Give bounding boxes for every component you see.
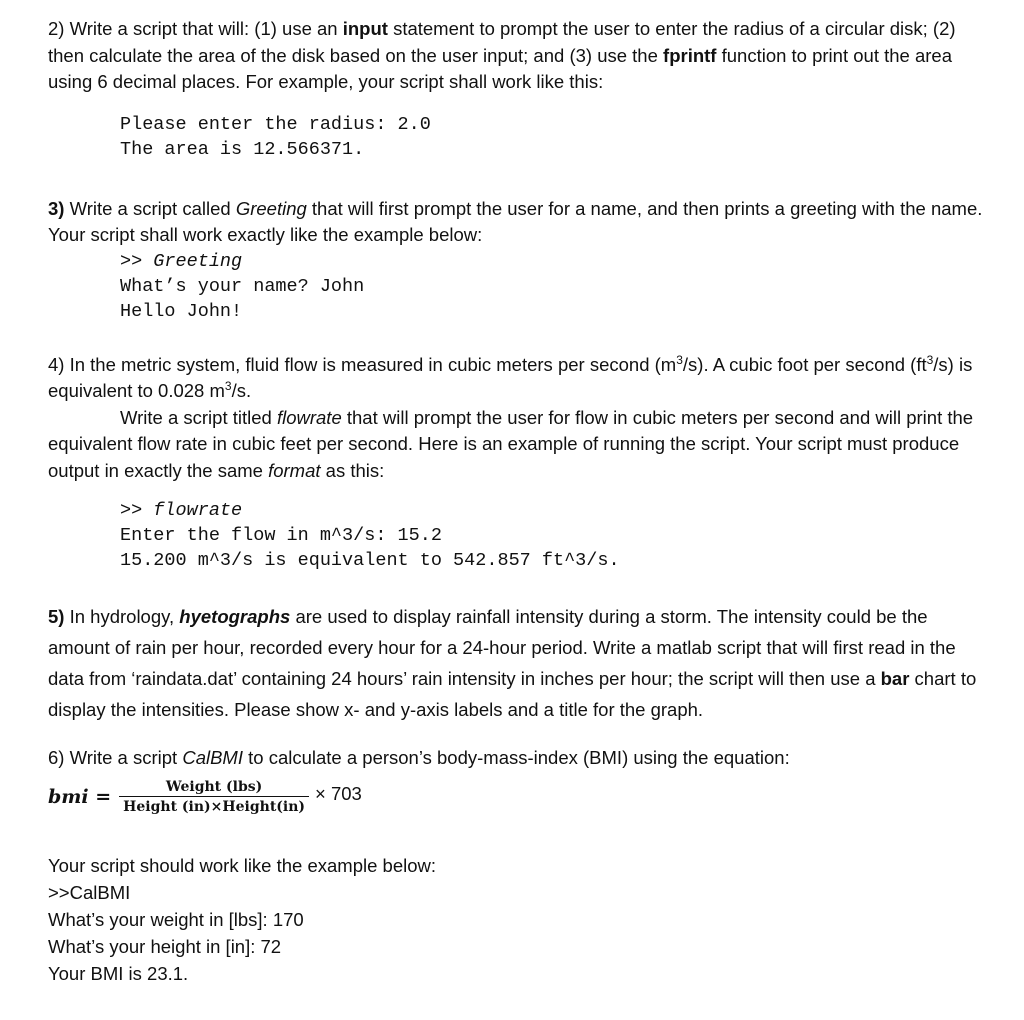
example-intro: Your script should work like the example below: xyxy=(48,854,437,876)
question-2-example-code xyxy=(48,112,988,162)
formula-multiplier: × 703 xyxy=(315,782,362,804)
keyword-input: input xyxy=(342,18,388,39)
formula-denominator: Height (in)×Height(in) xyxy=(123,798,306,815)
script-name-greeting: Greeting xyxy=(235,197,307,219)
script-name-flowrate: flowrate xyxy=(276,406,342,428)
question-3-example-code xyxy=(48,249,988,324)
example-line: Your BMI is 23.1. xyxy=(48,962,189,984)
question-5-text: 5) In hydrology, hyetographs are used to display rainfall intensity during a storm. The intensity could be the amount of rain per hour, recorded every hour for a 24-hour period. Write a matlab script that will first read in the data from ‘raindata.dat’ containing 24 hours’ rain intensity in inches per hour; the script will then use a bar chart to display the intensities. Please show x- and y-axis labels and a title for the graph. xyxy=(48,606,977,720)
formula-lhs: bmi = xyxy=(48,785,112,808)
keyword-bar: bar xyxy=(880,668,910,689)
code-command: >> Greeting xyxy=(120,250,243,272)
term-hyetographs: hyetographs xyxy=(179,606,291,627)
example-line: What’s your weight in [lbs]: 170 xyxy=(48,908,304,930)
code-line: What’s your name? John xyxy=(120,275,365,297)
question-3-text: 3) Write a script called Greeting that will first prompt the user for a name, and then prints a greeting with the name. Your script shall work exactly like the example below: xyxy=(48,197,983,245)
assignment-page xyxy=(48,16,988,987)
code-command: >> flowrate xyxy=(120,500,243,521)
code-line: Hello John! xyxy=(120,300,243,322)
code-line: Enter the flow in m^3/s: 15.2 xyxy=(120,525,442,546)
code-line: Please enter the radius: 2.0 xyxy=(120,113,431,135)
bmi-formula xyxy=(48,774,988,820)
code-line: The area is 12.566371. xyxy=(120,138,365,160)
question-4-instructions: Write a script titled flowrate that will prompt the user for flow in cubic meters per second and will print the equivalent flow rate in cubic feet per second. Here is an example of running the script. Your script must produce output in exactly the same format as this: xyxy=(48,406,974,481)
example-line: What’s your height in [in]: 72 xyxy=(48,935,282,957)
question-4-text: 4) In the metric system, fluid flow is measured in cubic meters per second $(m^3/s)$. A cubic foot per second $(ft^3/s)$ is equivalent to 0.028 $m^3/s$. xyxy=(48,352,973,401)
code-line: 15.200 m^3/s is equivalent to 542.857 ft^3/s. xyxy=(120,550,620,571)
formula-numerator: Weight (lbs) xyxy=(165,778,263,795)
formula-fraction xyxy=(119,779,309,815)
script-name-calbmi: CalBMI xyxy=(182,747,243,768)
example-line: >>CalBMI xyxy=(48,881,131,903)
question-6-example xyxy=(48,852,988,987)
question-4-example-code xyxy=(48,498,988,573)
keyword-fprintf: fprintf xyxy=(663,44,717,66)
question-6-text: 6) Write a script CalBMI to calculate a person’s body-mass-index (BMI) using the equation: xyxy=(48,747,790,768)
question-2-text: 2) Write a script that will: (1) use an input statement to prompt the user to enter the radius of a circular disk; (2) then calculate the area of the disk based on the user input; and (3) use the fprintf function to print out the area using 6 decimal places. For example, your script shall work like this: xyxy=(48,18,956,92)
